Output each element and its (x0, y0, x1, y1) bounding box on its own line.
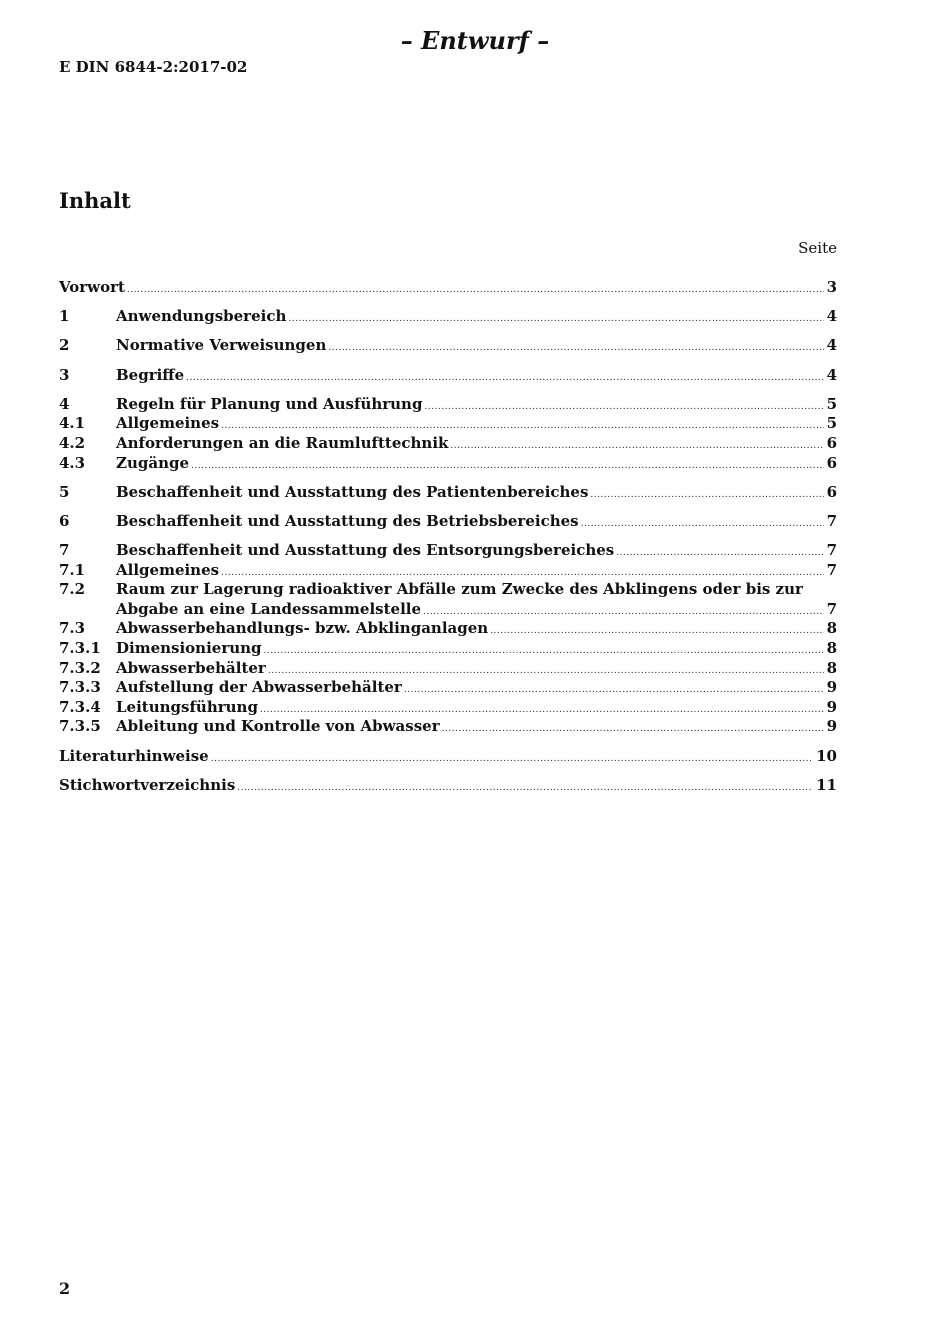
toc-leader-dots (490, 622, 823, 642)
toc-entry[interactable] (59, 776, 837, 796)
toc-entry[interactable] (59, 434, 837, 454)
toc-entry-page: 6 (826, 453, 837, 472)
toc-entry-page: 8 (826, 639, 837, 658)
toc-entry-number: 7.3 (59, 619, 86, 638)
toc-leader-dots (590, 486, 823, 506)
toc-entry-number: 7.3.5 (59, 717, 101, 736)
toc-entry-page: 7 (826, 560, 837, 579)
toc-entry-title: Normative Verweisungen (116, 336, 327, 355)
toc-entry-number: 7.2 (59, 580, 86, 599)
toc-entry[interactable] (59, 512, 837, 532)
toc-entry-page: 7 (826, 511, 837, 530)
toc-entry[interactable] (59, 717, 837, 737)
toc-entry-page: 4 (826, 307, 837, 326)
toc-entry[interactable] (59, 600, 837, 620)
toc-entry-title: Literaturhinweise (59, 746, 209, 765)
toc-entry[interactable] (59, 307, 837, 327)
toc-entry-title: Zugänge (116, 453, 190, 472)
toc-leader-dots (328, 339, 823, 359)
toc-entry-title: Allgemeines (116, 414, 220, 433)
toc-leader-dots (237, 779, 813, 799)
draft-mark: – Entwurf – (400, 26, 550, 55)
toc-entry-page: 7 (826, 599, 837, 618)
toc-entry[interactable] (59, 366, 837, 386)
toc-entry-number: 5 (59, 482, 70, 501)
toc-entry-title: Raum zur Lagerung radioaktiver Abfälle zum Zwecke des Abklingens oder bis zur (116, 580, 803, 599)
toc-entry-title: Abgabe an eine Landessammelstelle (116, 599, 422, 618)
toc-entry-number: 2 (59, 336, 70, 355)
toc-entry[interactable] (59, 395, 837, 415)
toc-entry-number: 4.2 (59, 433, 86, 452)
toc-leader-dots (424, 398, 823, 418)
toc-entry[interactable] (59, 336, 837, 356)
toc-entry-title: Aufstellung der Abwasserbehälter (116, 678, 402, 697)
toc-entry-number: 3 (59, 365, 70, 384)
toc-entry-number: 7 (59, 541, 70, 560)
toc-entry-page: 10 (816, 746, 837, 765)
toc-entry-number: 4.1 (59, 414, 86, 433)
toc-entry-page: 5 (826, 414, 837, 433)
toc-entry-page: 9 (826, 717, 837, 736)
toc-entry-title: Beschaffenheit und Ausstattung des Betriebsbereiches (116, 511, 579, 530)
toc-entry[interactable] (59, 698, 837, 718)
toc-entry-title: Beschaffenheit und Ausstattung des Patientenbereiches (116, 482, 589, 501)
toc-entry[interactable] (59, 561, 837, 581)
toc-entry-title: Vorwort (59, 278, 125, 296)
toc-entry-page: 8 (826, 658, 837, 677)
toc-entry[interactable] (59, 541, 837, 561)
toc-entry-page: 7 (826, 541, 837, 560)
page-number: 2 (59, 1279, 71, 1298)
toc-entry-page: 9 (826, 697, 837, 716)
toc-entry-title: Stichwortverzeichnis (59, 775, 236, 794)
toc-entry-number: 7.3.3 (59, 678, 101, 697)
toc-leader-dots (288, 310, 823, 330)
toc-entry-page: 4 (826, 336, 837, 355)
toc-entry-number: 7.3.1 (59, 639, 101, 658)
table-of-contents (59, 278, 837, 795)
toc-entry-page: 3 (826, 278, 837, 296)
toc-entry-title: Beschaffenheit und Ausstattung des Entsorgungsbereiches (116, 541, 615, 560)
toc-entry[interactable] (59, 414, 837, 434)
toc-entry-number: 4 (59, 394, 70, 413)
toc-leader-dots (264, 642, 824, 662)
toc-entry-page: 11 (816, 775, 837, 794)
toc-entry-number: 1 (59, 307, 70, 326)
toc-entry-title: Allgemeines (116, 560, 220, 579)
toc-entry-title: Abwasserbehälter (116, 658, 266, 677)
toc-leader-dots (186, 369, 823, 389)
toc-entry-page: 5 (826, 394, 837, 413)
toc-leader-dots (442, 720, 824, 740)
toc-entry[interactable] (59, 659, 837, 679)
toc-leader-dots (404, 681, 824, 701)
toc-entry-title: Abwasserbehandlungs- bzw. Abklinganlagen (116, 619, 489, 638)
toc-leader-dots (191, 457, 824, 477)
page-column-label: Seite (798, 239, 837, 257)
toc-entry[interactable] (59, 278, 837, 298)
toc-entry-title: Regeln für Planung und Ausführung (116, 394, 423, 413)
toc-entry-number: 4.3 (59, 453, 86, 472)
toc-entry[interactable] (59, 639, 837, 659)
toc-entry-number: 7.3.4 (59, 697, 101, 716)
toc-entry-page: 4 (826, 365, 837, 384)
toc-entry-number: 7.3.2 (59, 658, 101, 677)
toc-leader-dots (127, 281, 824, 301)
toc-entry-page: 8 (826, 619, 837, 638)
toc-leader-dots (211, 750, 813, 770)
toc-leader-dots (450, 437, 823, 457)
toc-entry-title: Leitungsführung (116, 697, 258, 716)
toc-heading: Inhalt (59, 188, 131, 213)
toc-entry[interactable] (59, 747, 837, 767)
toc-entry-title: Ableitung und Kontrolle von Abwasser (116, 717, 440, 736)
toc-entry[interactable] (59, 619, 837, 639)
toc-leader-dots (616, 544, 823, 564)
toc-entry-title: Begriffe (116, 365, 185, 384)
toc-entry-page: 6 (826, 482, 837, 501)
toc-entry-number: 7.1 (59, 560, 86, 579)
toc-entry-page: 9 (826, 678, 837, 697)
toc-entry-title: Dimensionierung (116, 639, 262, 658)
toc-leader-dots (581, 515, 824, 535)
document-id: E DIN 6844-2:2017-02 (59, 58, 248, 76)
toc-entry[interactable] (59, 580, 837, 600)
toc-entry-title: Anwendungsbereich (116, 307, 287, 326)
toc-entry-page: 6 (826, 433, 837, 452)
toc-entry-title: Anforderungen an die Raumlufttechnik (116, 433, 449, 452)
toc-entry[interactable] (59, 483, 837, 503)
toc-entry[interactable] (59, 678, 837, 698)
toc-entry[interactable] (59, 454, 837, 474)
toc-entry-number: 6 (59, 511, 70, 530)
